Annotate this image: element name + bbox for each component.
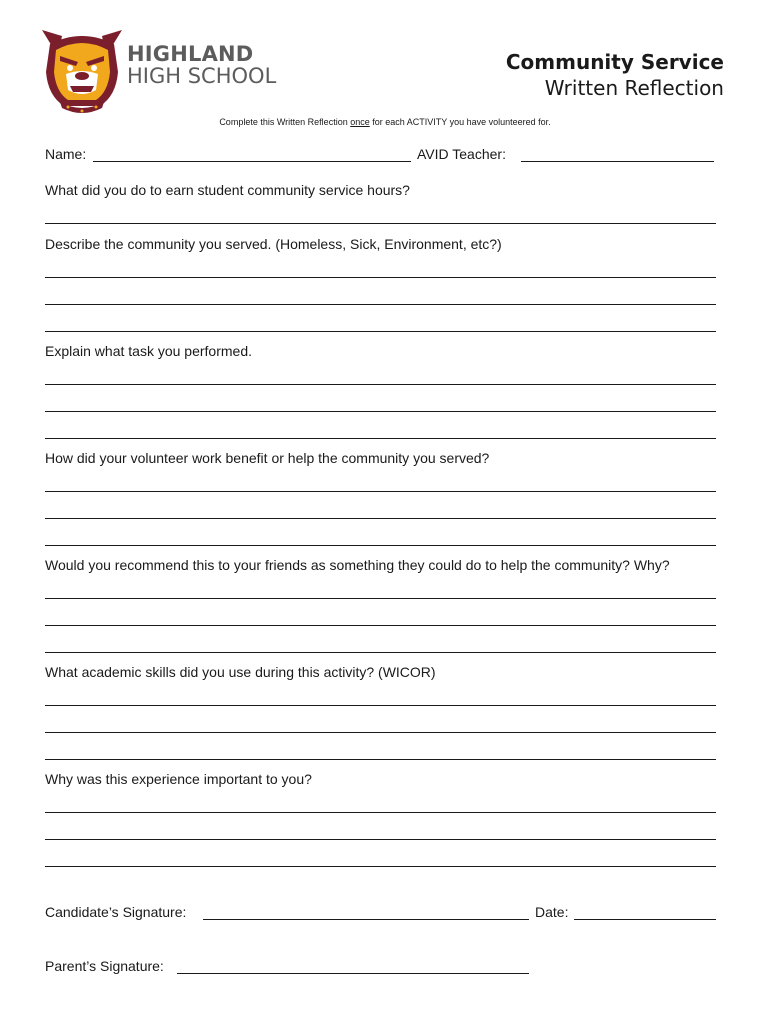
school-name bbox=[127, 44, 276, 87]
question-6: What academic skills did you use during this activity? (WICOR) bbox=[45, 664, 436, 680]
question-3: Explain what task you performed. bbox=[45, 343, 252, 359]
answer-line[interactable] bbox=[45, 438, 716, 439]
answer-line[interactable] bbox=[45, 732, 716, 733]
name-field[interactable] bbox=[93, 161, 411, 162]
question-1: What did you do to earn student community service hours? bbox=[45, 182, 410, 198]
answer-line[interactable] bbox=[45, 304, 716, 305]
answer-line[interactable] bbox=[45, 705, 716, 706]
title-line2: Written Reflection bbox=[544, 76, 724, 100]
instruction-before: Complete this Written Reflection bbox=[219, 117, 351, 127]
answer-line[interactable] bbox=[45, 331, 716, 332]
avid-teacher-field[interactable] bbox=[521, 161, 714, 162]
instruction-emphasis: once bbox=[350, 117, 370, 127]
answer-line[interactable] bbox=[45, 384, 716, 385]
question-7: Why was this experience important to you? bbox=[45, 771, 312, 787]
avid-teacher-label: AVID Teacher: bbox=[417, 146, 506, 162]
answer-line[interactable] bbox=[45, 277, 716, 278]
answer-line[interactable] bbox=[45, 866, 716, 867]
parent-signature-label: Parent’s Signature: bbox=[45, 958, 164, 974]
answer-line[interactable] bbox=[45, 411, 716, 412]
question-2: Describe the community you served. (Homeless, Sick, Environment, etc?) bbox=[45, 236, 502, 252]
answer-line[interactable] bbox=[45, 491, 716, 492]
answer-line[interactable] bbox=[45, 598, 716, 599]
date-label: Date: bbox=[535, 904, 569, 920]
bulldog-logo bbox=[36, 22, 128, 114]
question-4: How did your volunteer work benefit or help the community you served? bbox=[45, 450, 490, 466]
instruction-after: for each ACTIVITY you have volunteered for. bbox=[369, 117, 551, 127]
date-field[interactable] bbox=[574, 919, 716, 920]
school-name-line1: HIGHLAND bbox=[127, 42, 254, 66]
answer-line[interactable] bbox=[45, 652, 716, 653]
document-title bbox=[506, 50, 724, 100]
school-name-line2: HIGH SCHOOL bbox=[127, 64, 277, 88]
question-5: Would you recommend this to your friends as something they could do to help the community? Why? bbox=[45, 557, 670, 573]
answer-line[interactable] bbox=[45, 223, 716, 224]
candidate-signature-label: Candidate’s Signature: bbox=[45, 904, 187, 920]
answer-line[interactable] bbox=[45, 518, 716, 519]
answer-line[interactable] bbox=[45, 812, 716, 813]
name-label: Name: bbox=[45, 146, 87, 162]
candidate-signature-field[interactable] bbox=[203, 919, 529, 920]
answer-line[interactable] bbox=[45, 625, 716, 626]
parent-signature-field[interactable] bbox=[177, 973, 529, 974]
answer-line[interactable] bbox=[45, 759, 716, 760]
answer-line[interactable] bbox=[45, 545, 716, 546]
instruction-text bbox=[0, 117, 770, 127]
title-line1: Community Service bbox=[505, 50, 724, 74]
answer-line[interactable] bbox=[45, 839, 716, 840]
